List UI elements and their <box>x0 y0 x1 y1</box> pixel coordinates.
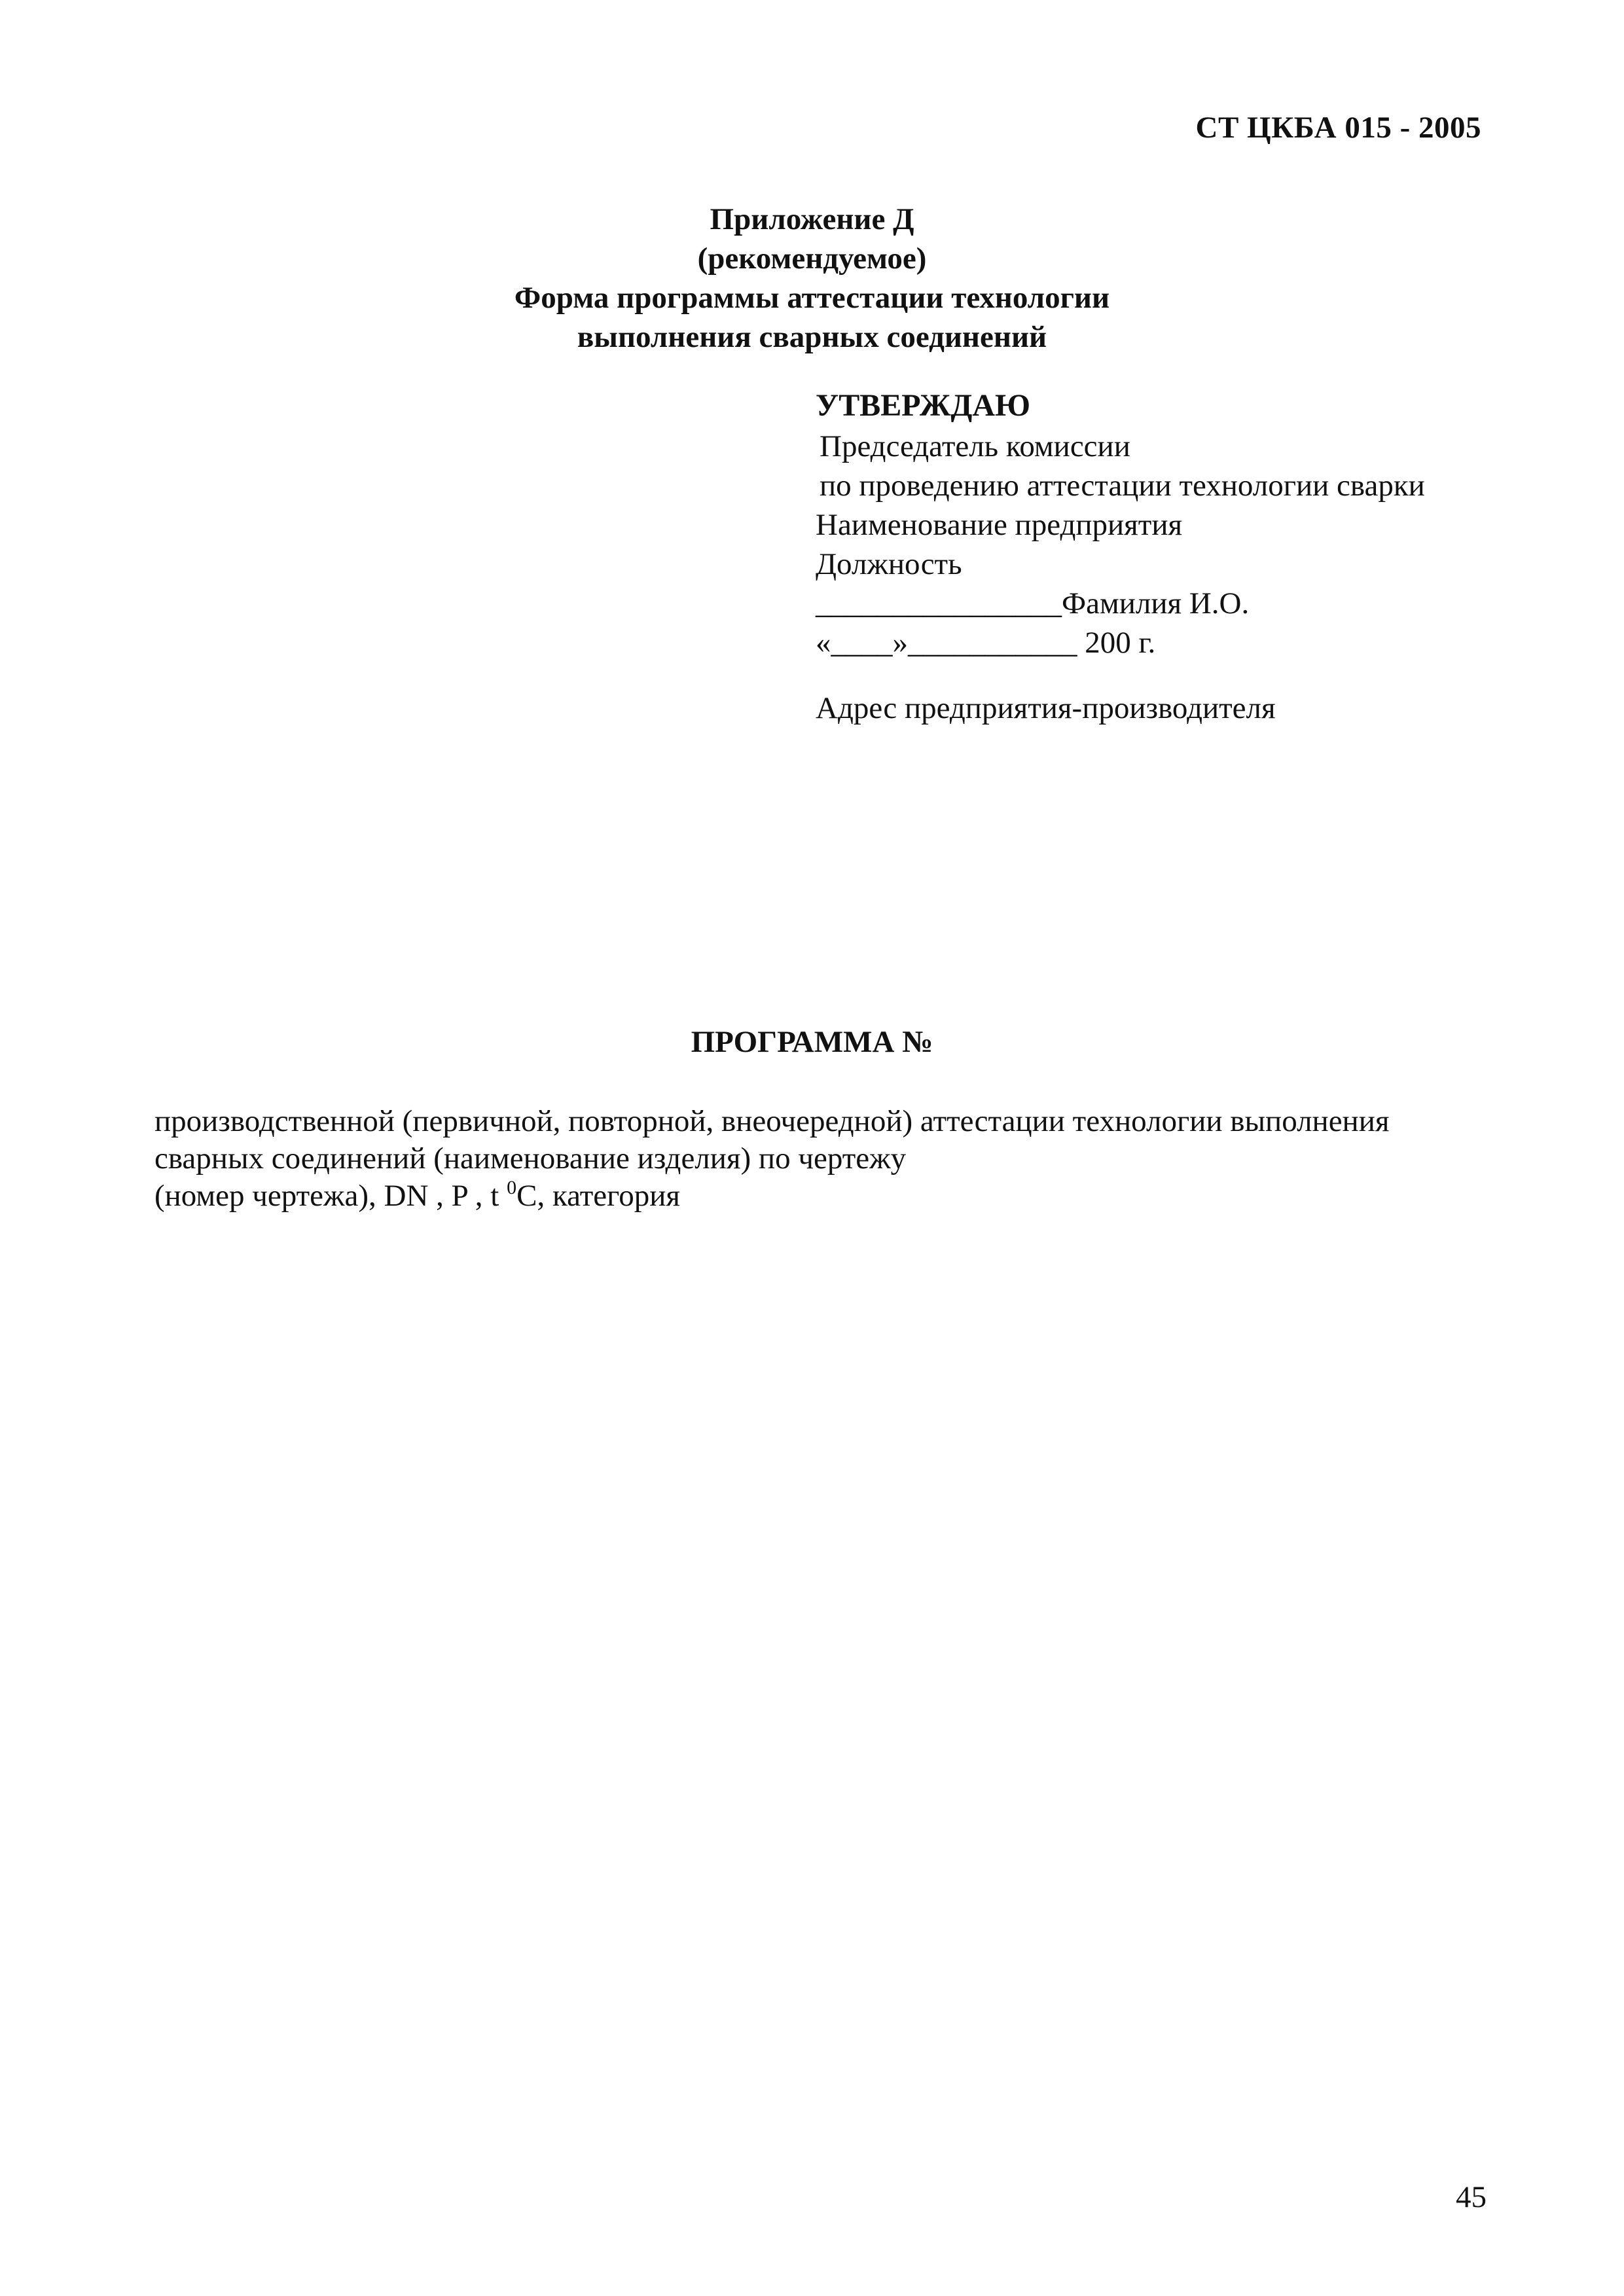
program-line-2: сварных соединений (наименование изделия) по чертежу <box>154 1141 907 1175</box>
approval-block <box>816 386 1425 662</box>
program-title: ПРОГРАММА № <box>691 1025 933 1059</box>
degree-superscript: 0 <box>507 1177 517 1198</box>
form-title-line-2: выполнения сварных соединений <box>577 320 1047 354</box>
program-line-3 <box>154 1177 1389 1215</box>
appendix-heading <box>0 200 1624 357</box>
page-number: 45 <box>1456 2180 1487 2214</box>
approval-title: УТВЕРЖДАЮ <box>816 388 1031 423</box>
approval-enterprise: Наименование предприятия <box>816 508 1183 542</box>
approval-signature-line: ________________Фамилия И.О. <box>816 586 1250 620</box>
appendix-status: (рекомендуемое) <box>697 242 927 276</box>
approval-date-line: «____»___________ 200 г. <box>816 626 1156 660</box>
approval-commission: по проведению аттестации технологии сварки <box>820 469 1425 503</box>
approval-position: Председатель комиссии <box>820 429 1130 463</box>
program-line-3-part-2: C, категория <box>516 1179 681 1213</box>
program-line-1: производственной (первичной, повторной, внеочередной) аттестации технологии выполнения <box>154 1104 1390 1138</box>
document-code: СТ ЦКБА 015 - 2005 <box>1195 111 1481 145</box>
approval-job-title: Должность <box>816 547 962 581</box>
program-line-3-part-1: (номер чертежа), DN , P , t <box>154 1179 507 1213</box>
appendix-title: Приложение Д <box>710 202 914 236</box>
form-title-line-1: Форма программы аттестации технологии <box>514 281 1110 315</box>
program-description <box>154 1103 1389 1215</box>
manufacturer-address: Адрес предприятия-производителя <box>816 691 1276 725</box>
